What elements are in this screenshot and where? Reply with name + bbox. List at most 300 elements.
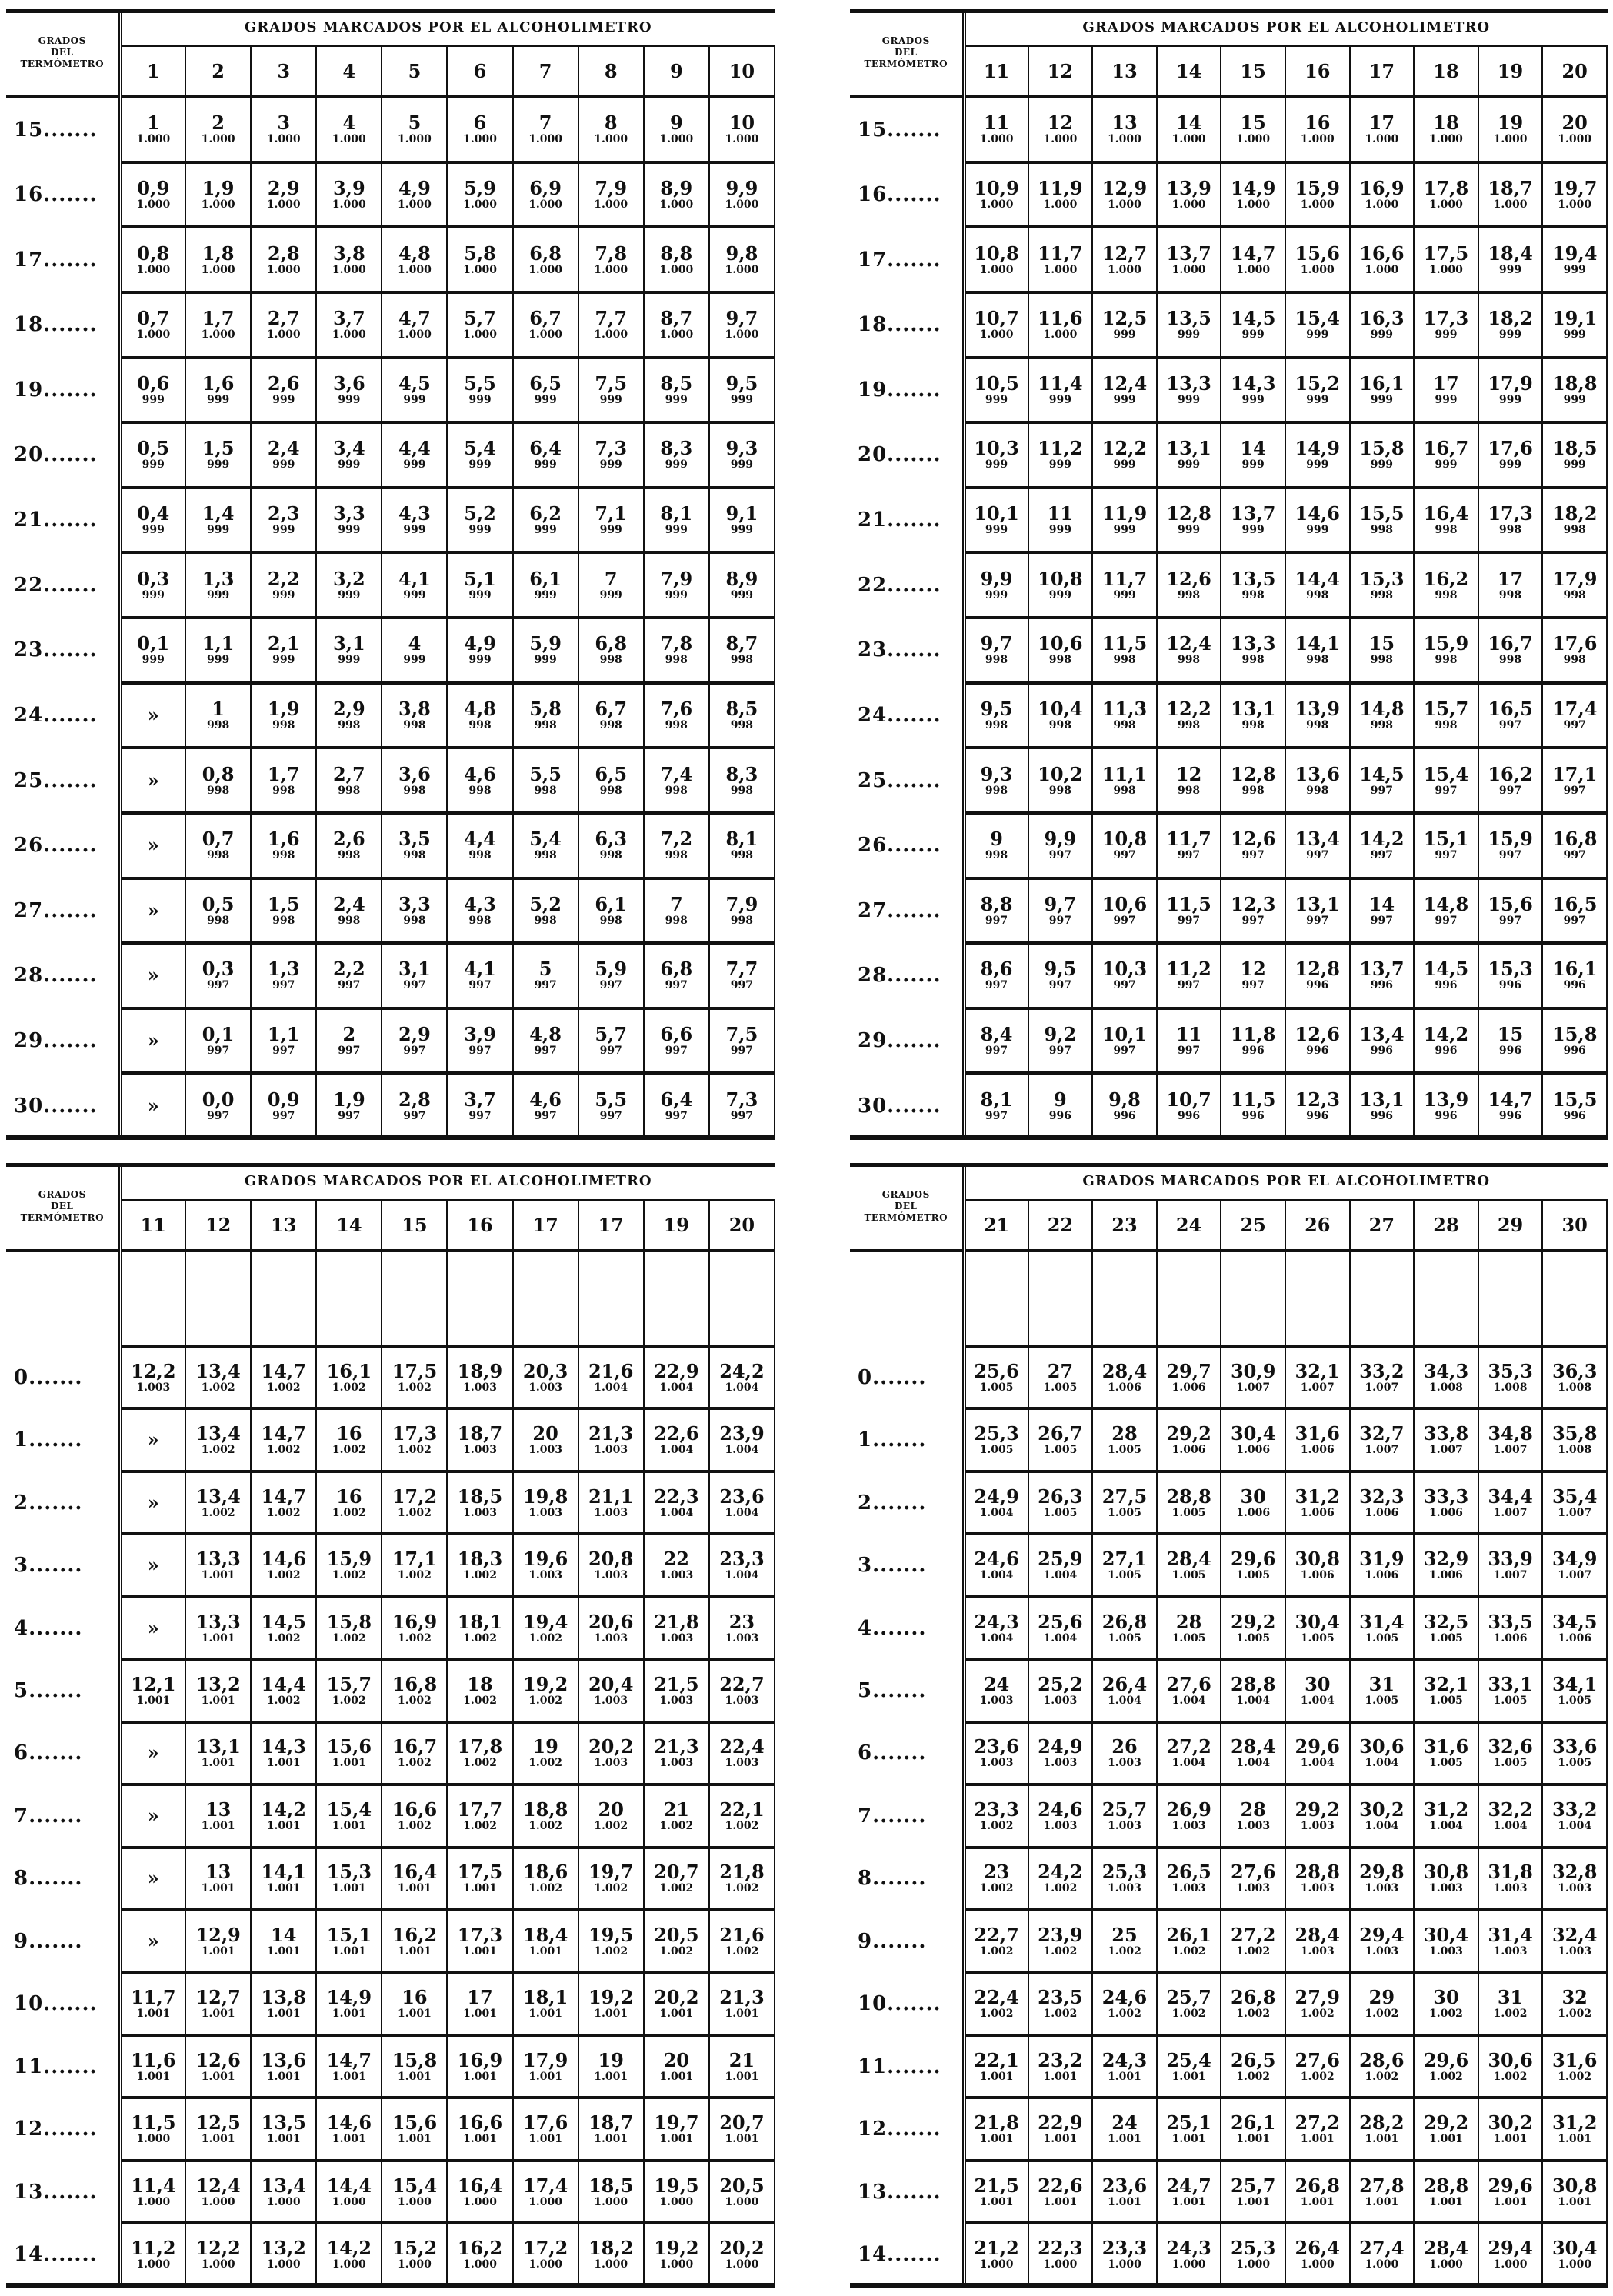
corrected-degree: 3,1: [398, 958, 431, 981]
thermometer-degree-cell: [6, 1346, 120, 1408]
volume-factor: 1.002: [1043, 1944, 1078, 1958]
reading-cell: [1414, 1597, 1478, 1659]
reading-cell: [1285, 1534, 1350, 1596]
corrected-degree: 18,7: [457, 1422, 503, 1445]
corrected-degree: 2,8: [267, 242, 300, 265]
volume-factor: 1.000: [594, 198, 628, 211]
volume-factor: 1.004: [979, 1631, 1014, 1645]
corrected-degree: 21,1: [588, 1485, 634, 1508]
reading-cell: [185, 1346, 251, 1408]
volume-factor: 1.002: [332, 1444, 366, 1457]
volume-factor: 1.000: [1300, 133, 1335, 146]
volume-factor: 998: [1306, 784, 1329, 797]
corrected-degree: 7,5: [595, 372, 628, 395]
table-panel-bottom-left: [6, 1163, 775, 2288]
reading-cell: [1414, 227, 1478, 292]
reading-cell: [1028, 488, 1093, 553]
corrected-degree: 3,6: [398, 762, 431, 785]
corrected-degree: 22,6: [654, 1422, 699, 1445]
volume-factor: 1.001: [136, 1694, 171, 1707]
reading-cell: [709, 1848, 775, 1910]
volume-factor: 1.003: [979, 1694, 1014, 1707]
reading-cell: [578, 2098, 644, 2160]
reading-cell: [1478, 1722, 1543, 1784]
volume-factor: 997: [1435, 849, 1458, 862]
corrected-degree: 10,6: [1101, 892, 1148, 915]
corrected-degree: 9,7: [725, 307, 758, 330]
volume-factor: 1.003: [528, 1444, 563, 1457]
reading-cell: [1092, 2161, 1157, 2223]
corrected-degree: 15,6: [1488, 892, 1533, 915]
reading-cell: [447, 1073, 512, 1138]
volume-factor: 997: [403, 1109, 426, 1122]
corrected-degree: 20,2: [654, 1986, 699, 2009]
volume-factor: 998: [1241, 718, 1265, 731]
corrected-degree: 0,5: [137, 437, 170, 460]
corrected-degree: 15,1: [1423, 828, 1469, 851]
thermometer-degree-cell: [6, 2098, 120, 2160]
corrected-degree: 20,4: [588, 1672, 634, 1695]
corrected-degree: 19,7: [654, 2111, 699, 2134]
corrected-degree: 17,1: [1551, 762, 1598, 785]
volume-factor: 998: [1306, 588, 1329, 601]
reading-cell: [1542, 1722, 1607, 1784]
volume-factor: 997: [1177, 979, 1201, 992]
thermometer-degree-cell: [6, 552, 120, 618]
reading-cell: [185, 2223, 251, 2286]
volume-factor: 999: [142, 588, 165, 601]
thermometer-degree: 1.......: [858, 1428, 927, 1452]
thermometer-degree: 20.......: [14, 443, 98, 467]
reading-cell: [251, 618, 316, 683]
corrected-degree: 19,4: [1551, 242, 1598, 265]
thermometer-degree-cell: [850, 2161, 964, 2223]
reading-cell: [447, 1408, 512, 1471]
reading-cell: [578, 422, 644, 488]
corrected-degree: 2: [212, 112, 225, 135]
table-panel-bottom-right: [850, 1163, 1608, 2288]
volume-factor: 997: [1241, 914, 1265, 927]
reading-cell: [1028, 2161, 1093, 2223]
volume-factor: 997: [730, 1109, 754, 1122]
corrected-degree: 28: [1240, 1798, 1266, 1821]
thermometer-degree-cell: [850, 1722, 964, 1784]
corrected-degree: 23,6: [1101, 2174, 1148, 2197]
volume-factor: 999: [1498, 458, 1522, 472]
table-row: [850, 162, 1607, 228]
volume-factor: 1.008: [1493, 1381, 1528, 1394]
volume-factor: 1.006: [1558, 1631, 1592, 1645]
reading-cell: [1350, 1784, 1415, 1847]
reading-cell: [316, 683, 382, 748]
corner-header-line: DEL: [895, 1200, 918, 1211]
corner-header-line: DEL: [895, 46, 918, 58]
corrected-degree: 9,5: [980, 697, 1013, 720]
volume-factor: 1.003: [1300, 1819, 1335, 1832]
reading-cell: [709, 1008, 775, 1074]
corrected-degree: 4,4: [398, 437, 431, 460]
reading-cell: [185, 1659, 251, 1721]
reading-cell: [251, 2161, 316, 2223]
corrected-degree: 17,3: [1488, 502, 1533, 525]
volume-factor: 996: [1498, 1109, 1522, 1122]
corrected-degree: 28,6: [1359, 2048, 1405, 2071]
corrected-degree: 22,9: [1038, 2111, 1083, 2134]
thermometer-degree-cell: [6, 2035, 120, 2098]
volume-factor: 996: [1435, 979, 1458, 992]
reading-cell: [1350, 878, 1415, 944]
corrected-degree: 0,0: [202, 1088, 235, 1111]
thermometer-degree-cell: [850, 1073, 964, 1138]
thermometer-degree: 2.......: [14, 1491, 83, 1515]
reading-cell: [1414, 2098, 1478, 2160]
reading-cell: [709, 227, 775, 292]
volume-factor: 1.000: [1300, 2258, 1335, 2271]
corrected-degree: 11,5: [131, 2111, 176, 2134]
corrected-degree: 18,2: [1488, 307, 1533, 330]
corrected-degree: 31,9: [1359, 1548, 1405, 1571]
reading-cell: [1414, 1008, 1478, 1074]
corrected-degree: 6,5: [529, 372, 562, 395]
volume-factor: 1.000: [979, 198, 1014, 211]
corrected-degree: 14,5: [261, 1610, 306, 1633]
reading-cell: [1157, 878, 1221, 944]
corrected-degree: 28,8: [1166, 1485, 1211, 1508]
volume-factor: 999: [403, 458, 426, 472]
volume-factor: 1.002: [1236, 2070, 1271, 2083]
corrected-degree: 4: [408, 632, 422, 655]
corrected-degree: 19,8: [522, 1485, 568, 1508]
volume-factor: 998: [730, 784, 754, 797]
volume-factor: 1.001: [463, 1882, 497, 1895]
corrected-degree: 34,5: [1551, 1610, 1598, 1633]
table-row: [850, 488, 1607, 553]
volume-factor: 997: [599, 979, 622, 992]
reading-cell: [382, 2098, 447, 2160]
reading-cell: [1028, 2223, 1093, 2286]
corrected-degree: 17,6: [522, 2111, 568, 2134]
corrected-degree: 13,6: [1295, 762, 1340, 785]
reading-cell: [120, 97, 185, 162]
corrected-degree: 14,9: [326, 1986, 372, 2009]
reading-cell: [1478, 1408, 1543, 1471]
volume-factor: 1.002: [1236, 2008, 1271, 2021]
corrected-degree: 12,4: [1101, 372, 1148, 395]
volume-factor: 998: [534, 914, 557, 927]
table-row: [6, 1722, 775, 1784]
corrected-degree: 5,4: [529, 828, 562, 851]
corrected-degree: 28,4: [1295, 1923, 1340, 1946]
corrected-degree: 12,8: [1295, 958, 1340, 981]
reading-cell: [447, 1659, 512, 1721]
corrected-degree: 33,8: [1423, 1422, 1469, 1445]
corrected-degree: 6,3: [595, 828, 628, 851]
volume-factor: 1.000: [1558, 133, 1592, 146]
reading-cell: [1092, 488, 1157, 553]
corrected-degree: 24,6: [974, 1548, 1019, 1571]
reading-cell: [1285, 1471, 1350, 1534]
volume-factor: 1.002: [332, 1506, 366, 1519]
corrected-degree: 15,3: [1359, 567, 1405, 590]
reading-cell: [1414, 2223, 1478, 2286]
reading-cell: [1350, 943, 1415, 1008]
volume-factor: 998: [534, 718, 557, 731]
volume-factor: 998: [985, 784, 1008, 797]
corrected-degree: 21,5: [974, 2174, 1019, 2197]
reading-cell: [513, 2098, 578, 2160]
corrected-degree: 19,2: [654, 2237, 699, 2260]
corrected-degree: 16,2: [392, 1923, 438, 1946]
corrected-degree: 1,1: [267, 1023, 300, 1046]
reading-cell: [644, 1471, 709, 1534]
volume-factor: 998: [1435, 524, 1458, 537]
reading-cell: [1350, 227, 1415, 292]
corrected-degree: 6,7: [529, 307, 562, 330]
reading-cell: [185, 2098, 251, 2160]
reading-cell: [447, 1722, 512, 1784]
table-row: [850, 1722, 1607, 1784]
thermometer-degree-cell: [6, 1408, 120, 1471]
corrected-degree: 7,8: [595, 242, 628, 265]
corrected-degree: 16,5: [1551, 892, 1598, 915]
reading-cell: [1414, 1973, 1478, 2035]
corrected-degree: 14,4: [326, 2174, 372, 2197]
volume-factor: 997: [468, 979, 492, 992]
volume-factor: 998: [207, 784, 230, 797]
corrected-degree: 24,9: [974, 1485, 1019, 1508]
volume-factor: 1.005: [1043, 1506, 1078, 1519]
reading-cell: [382, 2035, 447, 2098]
corrected-degree: 12,2: [195, 2237, 241, 2260]
volume-factor: 996: [1370, 979, 1393, 992]
corrected-degree: 28,8: [1423, 2174, 1469, 2197]
volume-factor: 1.000: [266, 2195, 301, 2208]
reading-cell: [964, 618, 1028, 683]
reading-cell: [513, 1534, 578, 1596]
reading-cell: [1157, 2223, 1221, 2286]
corrected-degree: »: [147, 1804, 159, 1827]
volume-factor: 998: [1177, 718, 1201, 731]
corrected-degree: 12,4: [1166, 632, 1211, 655]
reading-cell: [644, 2161, 709, 2223]
corrected-degree: 30,6: [1359, 1735, 1405, 1758]
corrected-degree: 12,1: [131, 1672, 176, 1695]
corrected-degree: »: [147, 964, 159, 987]
corrected-degree: 10,9: [974, 176, 1019, 199]
volume-factor: 1.003: [1108, 1882, 1141, 1895]
reading-cell: [1157, 1722, 1221, 1784]
reading-cell: [1350, 552, 1415, 618]
corrected-degree: 17,1: [392, 1548, 438, 1571]
volume-factor: 1.000: [528, 198, 563, 211]
reading-cell: [1028, 2035, 1093, 2098]
reading-cell: [709, 748, 775, 813]
table-row: [6, 878, 775, 944]
volume-factor: 997: [468, 1045, 492, 1058]
volume-factor: 1.000: [594, 2195, 628, 2208]
corrected-degree: 6,1: [595, 892, 628, 915]
volume-factor: 1.005: [1236, 1569, 1271, 1582]
corrected-degree: 17,4: [522, 2174, 568, 2197]
corrected-degree: »: [147, 1929, 159, 1952]
volume-factor: 1.001: [1108, 2195, 1141, 2208]
reading-cell: [120, 1346, 185, 1408]
reading-cell: [1285, 552, 1350, 618]
corrected-degree: 25,3: [974, 1422, 1019, 1445]
volume-factor: 1.000: [1043, 2258, 1078, 2271]
corrected-degree: 14,7: [261, 1422, 306, 1445]
reading-cell: [251, 748, 316, 813]
volume-factor: 1.003: [1171, 1819, 1206, 1832]
corrected-degree: 33,1: [1488, 1672, 1533, 1695]
volume-factor: 1.001: [528, 1944, 563, 1958]
table-row: [850, 2223, 1607, 2286]
volume-factor: 1.005: [1429, 1757, 1463, 1770]
reading-cell: [1542, 488, 1607, 553]
corrected-degree: 6,8: [529, 242, 562, 265]
corrected-degree: 35,3: [1488, 1359, 1533, 1382]
reading-cell: [1157, 943, 1221, 1008]
thermometer-degree-cell: [6, 1784, 120, 1847]
corrected-degree: 3: [277, 112, 291, 135]
corrected-degree: 32,7: [1359, 1422, 1405, 1445]
reading-cell: [1221, 618, 1285, 683]
volume-factor: 999: [730, 524, 754, 537]
reading-cell: [251, 1784, 316, 1847]
corrected-degree: 31,6: [1423, 1735, 1469, 1758]
corrected-degree: 26,8: [1295, 2174, 1340, 2197]
volume-factor: 1.000: [979, 263, 1014, 276]
reading-cell: [1028, 2098, 1093, 2160]
corrected-degree: 24,7: [1166, 2174, 1211, 2197]
reading-cell: [1414, 1722, 1478, 1784]
reading-cell: [447, 2035, 512, 2098]
thermometer-degree-cell: [850, 227, 964, 292]
reading-cell: [382, 683, 447, 748]
reading-cell: [251, 358, 316, 423]
reading-cell: [185, 97, 251, 162]
volume-factor: 999: [1435, 458, 1458, 472]
corrected-degree: 7,8: [660, 632, 693, 655]
volume-factor: 996: [1241, 1045, 1265, 1058]
volume-factor: 999: [1177, 524, 1201, 537]
corrected-degree: 29,4: [1359, 1923, 1405, 1946]
table-row: [6, 358, 775, 423]
volume-factor: 1.004: [725, 1381, 759, 1394]
reading-cell: [1092, 552, 1157, 618]
corrected-degree: 27,8: [1359, 2174, 1405, 2197]
reading-cell: [447, 97, 512, 162]
reading-cell: [382, 1973, 447, 2035]
reading-cell: [251, 813, 316, 878]
corrected-degree: 2,9: [267, 176, 300, 199]
reading-cell: [964, 943, 1028, 1008]
corrected-degree: 19,1: [1551, 307, 1598, 330]
corrected-degree: 25,3: [1101, 1861, 1148, 1884]
reading-cell: [1157, 1534, 1221, 1596]
volume-factor: 1.000: [1043, 133, 1078, 146]
volume-factor: 1.000: [1300, 198, 1335, 211]
reading-cell: [644, 358, 709, 423]
reading-cell: [1414, 1848, 1478, 1910]
volume-factor: 1.001: [979, 2070, 1014, 2083]
volume-factor: 1.001: [266, 1757, 301, 1770]
volume-factor: 998: [403, 914, 426, 927]
volume-factor: 998: [338, 784, 361, 797]
volume-factor: 1.000: [398, 328, 432, 342]
thermometer-degree: 10.......: [858, 1992, 941, 2016]
volume-factor: 1.003: [463, 1381, 497, 1394]
volume-factor: 1.000: [659, 198, 694, 211]
reading-cell: [316, 1073, 382, 1138]
volume-factor: 1.002: [1429, 2008, 1463, 2021]
reading-cell: [1478, 813, 1543, 878]
reading-cell: [1285, 1073, 1350, 1138]
reading-cell: [1414, 2035, 1478, 2098]
volume-factor: 1.005: [1108, 1506, 1141, 1519]
corrected-degree: 18: [467, 1672, 493, 1695]
reading-cell: [1221, 683, 1285, 748]
corrected-degree: 32,2: [1488, 1798, 1533, 1821]
volume-factor: 1.001: [725, 2008, 759, 2021]
volume-factor: 1.000: [979, 328, 1014, 342]
corrected-degree: 20,2: [588, 1735, 634, 1758]
reading-cell: [185, 1973, 251, 2035]
corrected-degree: 4,8: [464, 697, 496, 720]
thermometer-degree: 11.......: [858, 2054, 941, 2078]
volume-factor: 1.002: [398, 1631, 432, 1645]
reading-cell: [644, 1659, 709, 1721]
corrected-degree: 13,9: [1295, 697, 1340, 720]
corrected-degree: 32,5: [1423, 1610, 1469, 1633]
reading-cell: [578, 162, 644, 228]
corrected-degree: 6: [473, 112, 487, 135]
reading-cell: [185, 1073, 251, 1138]
reading-cell: [644, 227, 709, 292]
volume-factor: 1.000: [1108, 2258, 1141, 2271]
volume-factor: 999: [985, 458, 1008, 472]
corrected-degree: 7,3: [595, 437, 628, 460]
reading-cell: [1478, 1910, 1543, 1972]
table-row: [850, 422, 1607, 488]
volume-factor: 999: [272, 588, 295, 601]
table-row: [850, 1848, 1607, 1910]
thermometer-degree-cell: [850, 618, 964, 683]
volume-factor: 998: [534, 784, 557, 797]
reading-cell: [316, 1784, 382, 1847]
corrected-degree: »: [147, 703, 159, 726]
corrected-degree: 21,2: [974, 2237, 1019, 2260]
thermometer-degree-cell: [6, 683, 120, 748]
volume-factor: 1.001: [201, 1757, 235, 1770]
thermometer-degree-cell: [850, 1471, 964, 1534]
corrected-degree: 8,7: [660, 307, 693, 330]
corrected-degree: 26,4: [1295, 2237, 1340, 2260]
reading-cell: [1542, 1848, 1607, 1910]
volume-factor: 998: [599, 654, 622, 667]
volume-factor: 1.004: [725, 1506, 759, 1519]
reading-cell: [513, 1659, 578, 1721]
thermometer-degree: 17.......: [858, 248, 941, 272]
corrected-degree: 16,1: [326, 1359, 372, 1382]
reading-cell: [120, 1534, 185, 1596]
reading-cell: [1092, 1408, 1157, 1471]
reading-cell: [1350, 1008, 1415, 1074]
reading-cell: [1350, 488, 1415, 553]
volume-factor: 1.007: [1236, 1381, 1271, 1394]
volume-factor: 997: [338, 979, 361, 992]
corrected-degree: 22,9: [654, 1359, 699, 1382]
